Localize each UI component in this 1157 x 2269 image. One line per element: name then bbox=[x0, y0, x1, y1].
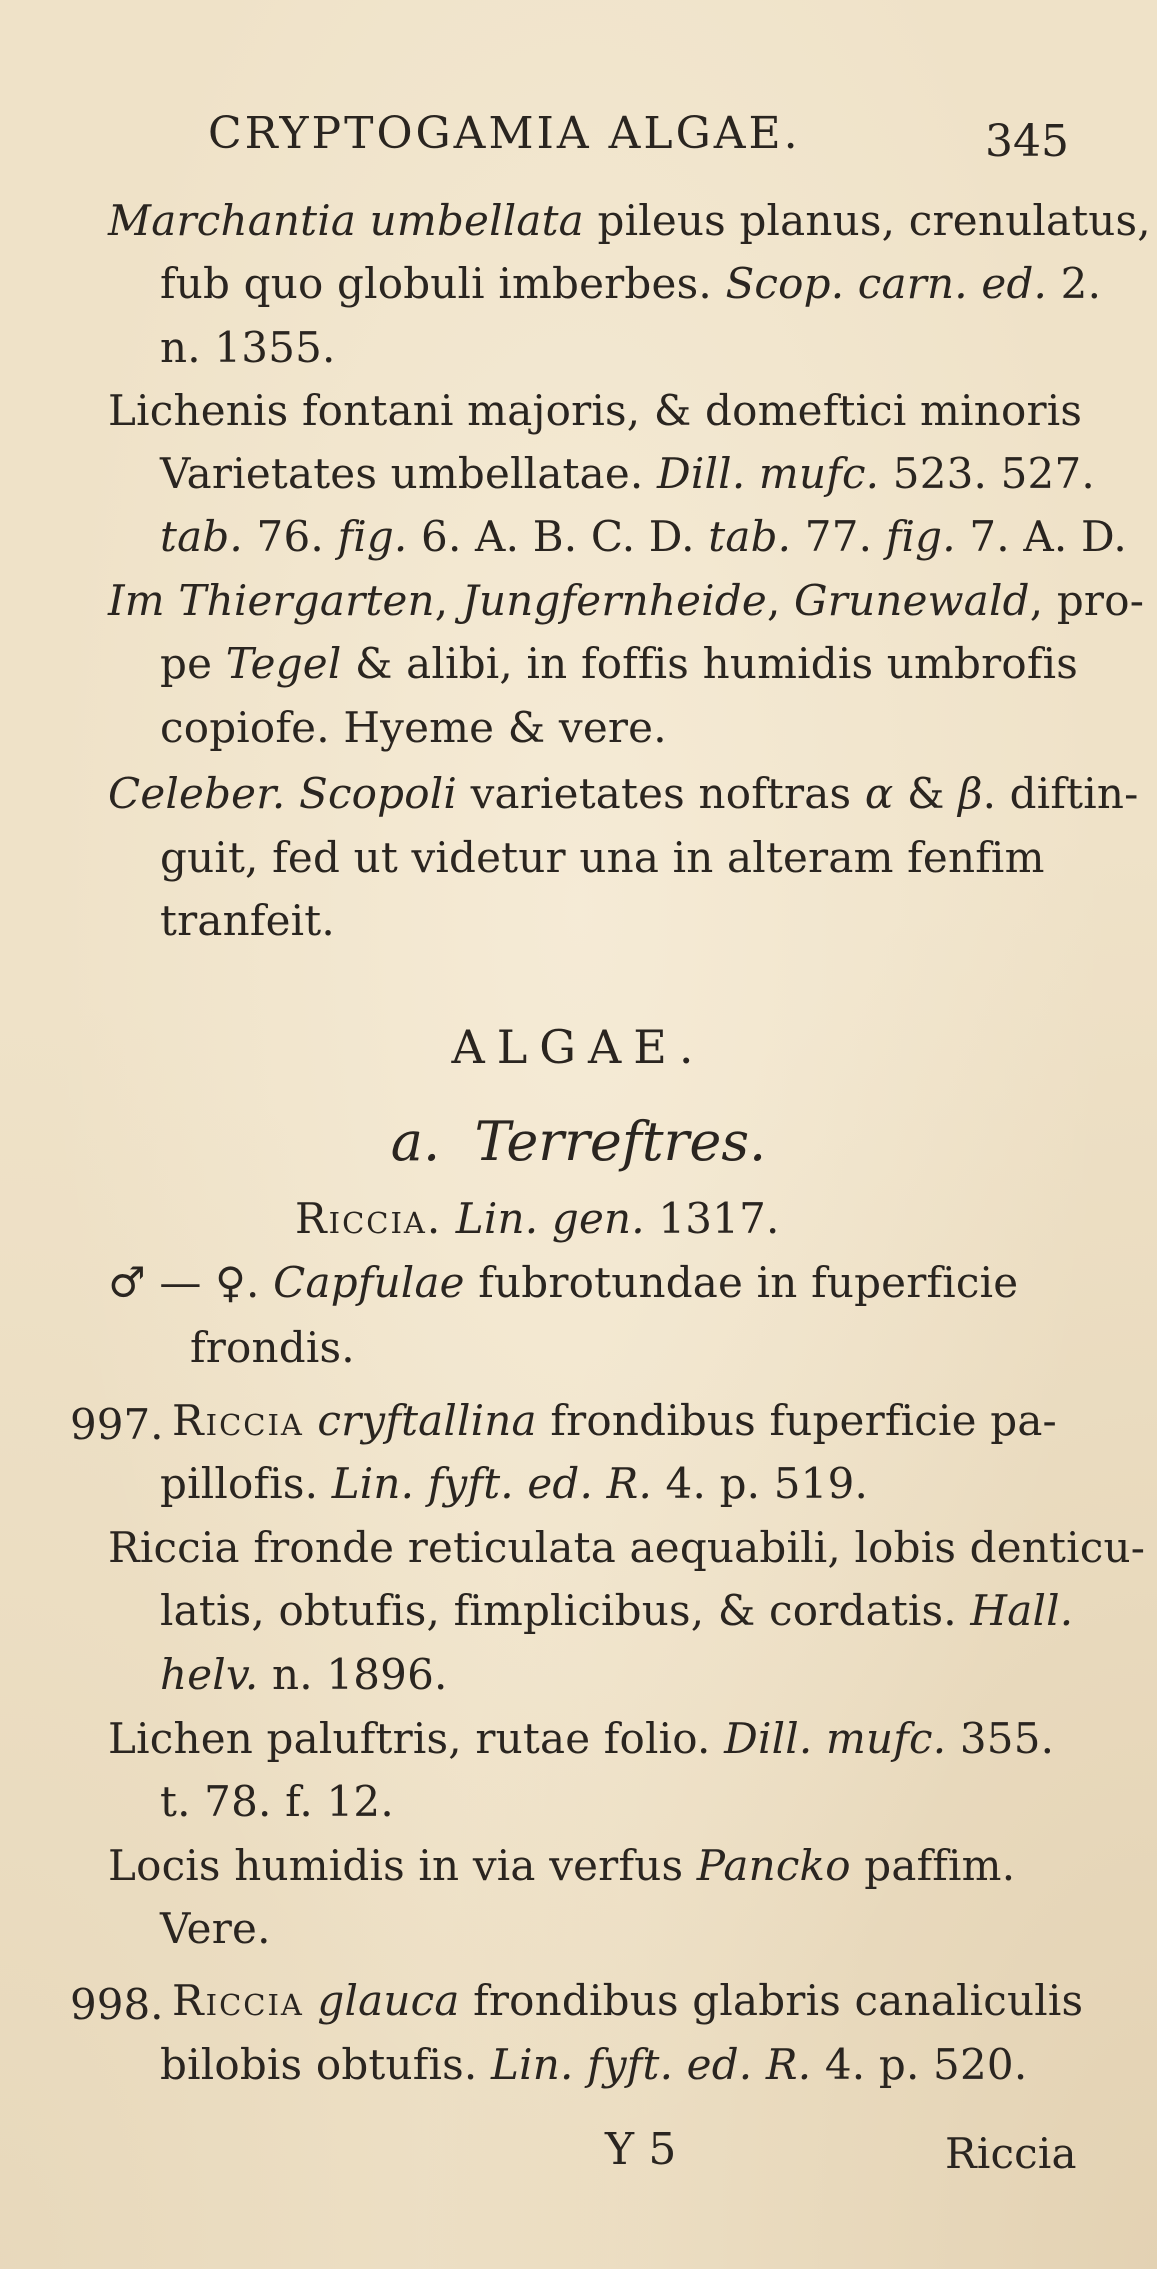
text-line: tranfeit. bbox=[160, 896, 335, 945]
signature-mark: Y 5 bbox=[605, 2124, 677, 2175]
text-line: helv. n. 1896. bbox=[160, 1650, 448, 1699]
entry-number: 997. bbox=[70, 1400, 164, 1449]
header-title: CRYPTOGAMIA ALGAE. bbox=[208, 108, 801, 159]
text-line: pillofis. Lin. fyft. ed. R. 4. p. 519. bbox=[160, 1459, 869, 1508]
text-line: Lichenis fontani majoris, & domeftici minoris bbox=[108, 386, 1083, 435]
text-line: ♂ — ♀. Capfulae fubrotundae in fuperficie bbox=[108, 1258, 1019, 1307]
text-line: Marchantia umbellata pileus planus, crenulatus, bbox=[108, 196, 1151, 245]
text-line: copiofe. Hyeme & vere. bbox=[160, 703, 667, 752]
genus-line: Riccia. Lin. gen. 1317. bbox=[295, 1194, 780, 1243]
text-line: bilobis obtufis. Lin. fyft. ed. R. 4. p. 520. bbox=[160, 2040, 1028, 2089]
text-line: Celeber. Scopoli varietates noftras α & β. diftin- bbox=[108, 769, 1139, 818]
text-line: t. 78. f. 12. bbox=[160, 1777, 394, 1826]
text-line: fub quo globuli imberbes. Scop. carn. ed. 2. bbox=[160, 259, 1102, 308]
text-line: latis, obtufis, fimplicibus, & cordatis. Hall. bbox=[160, 1586, 1074, 1635]
text-line: Varietates umbellatae. Dill. mufc. 523. 527. bbox=[160, 449, 1095, 498]
section-subtitle: a. Terreftres. bbox=[390, 1110, 767, 1173]
section-title: ALGAE. bbox=[451, 1020, 706, 1074]
text-line: tab. 76. fig. 6. A. B. C. D. tab. 77. fig. 7. A. D. bbox=[160, 512, 1127, 561]
text-line: Vere. bbox=[160, 1904, 271, 1953]
text-line: Riccia glauca frondibus glabris canaliculis bbox=[172, 1976, 1084, 2025]
text-line: Locis humidis in via verfus Pancko paffim. bbox=[108, 1841, 1016, 1890]
text-line: guit, fed ut videtur una in alteram fenfim bbox=[160, 833, 1045, 882]
text-line: Riccia cryftallina frondibus fuperficie pa- bbox=[172, 1396, 1057, 1445]
text-line: Riccia fronde reticulata aequabili, lobis denticu- bbox=[108, 1523, 1146, 1572]
catchword: Riccia bbox=[945, 2129, 1077, 2178]
text-line: frondis. bbox=[190, 1323, 355, 1372]
text-line: n. 1355. bbox=[160, 323, 336, 372]
text-line: Im Thiergarten, Jungfernheide, Grunewald, pro- bbox=[108, 576, 1145, 625]
text-line: pe Tegel & alibi, in foffis humidis umbrofis bbox=[160, 639, 1079, 688]
entry-number: 998. bbox=[70, 1980, 164, 2029]
text-line: Lichen paluftris, rutae folio. Dill. mufc. 355. bbox=[108, 1714, 1055, 1763]
page-number: 345 bbox=[985, 116, 1069, 167]
